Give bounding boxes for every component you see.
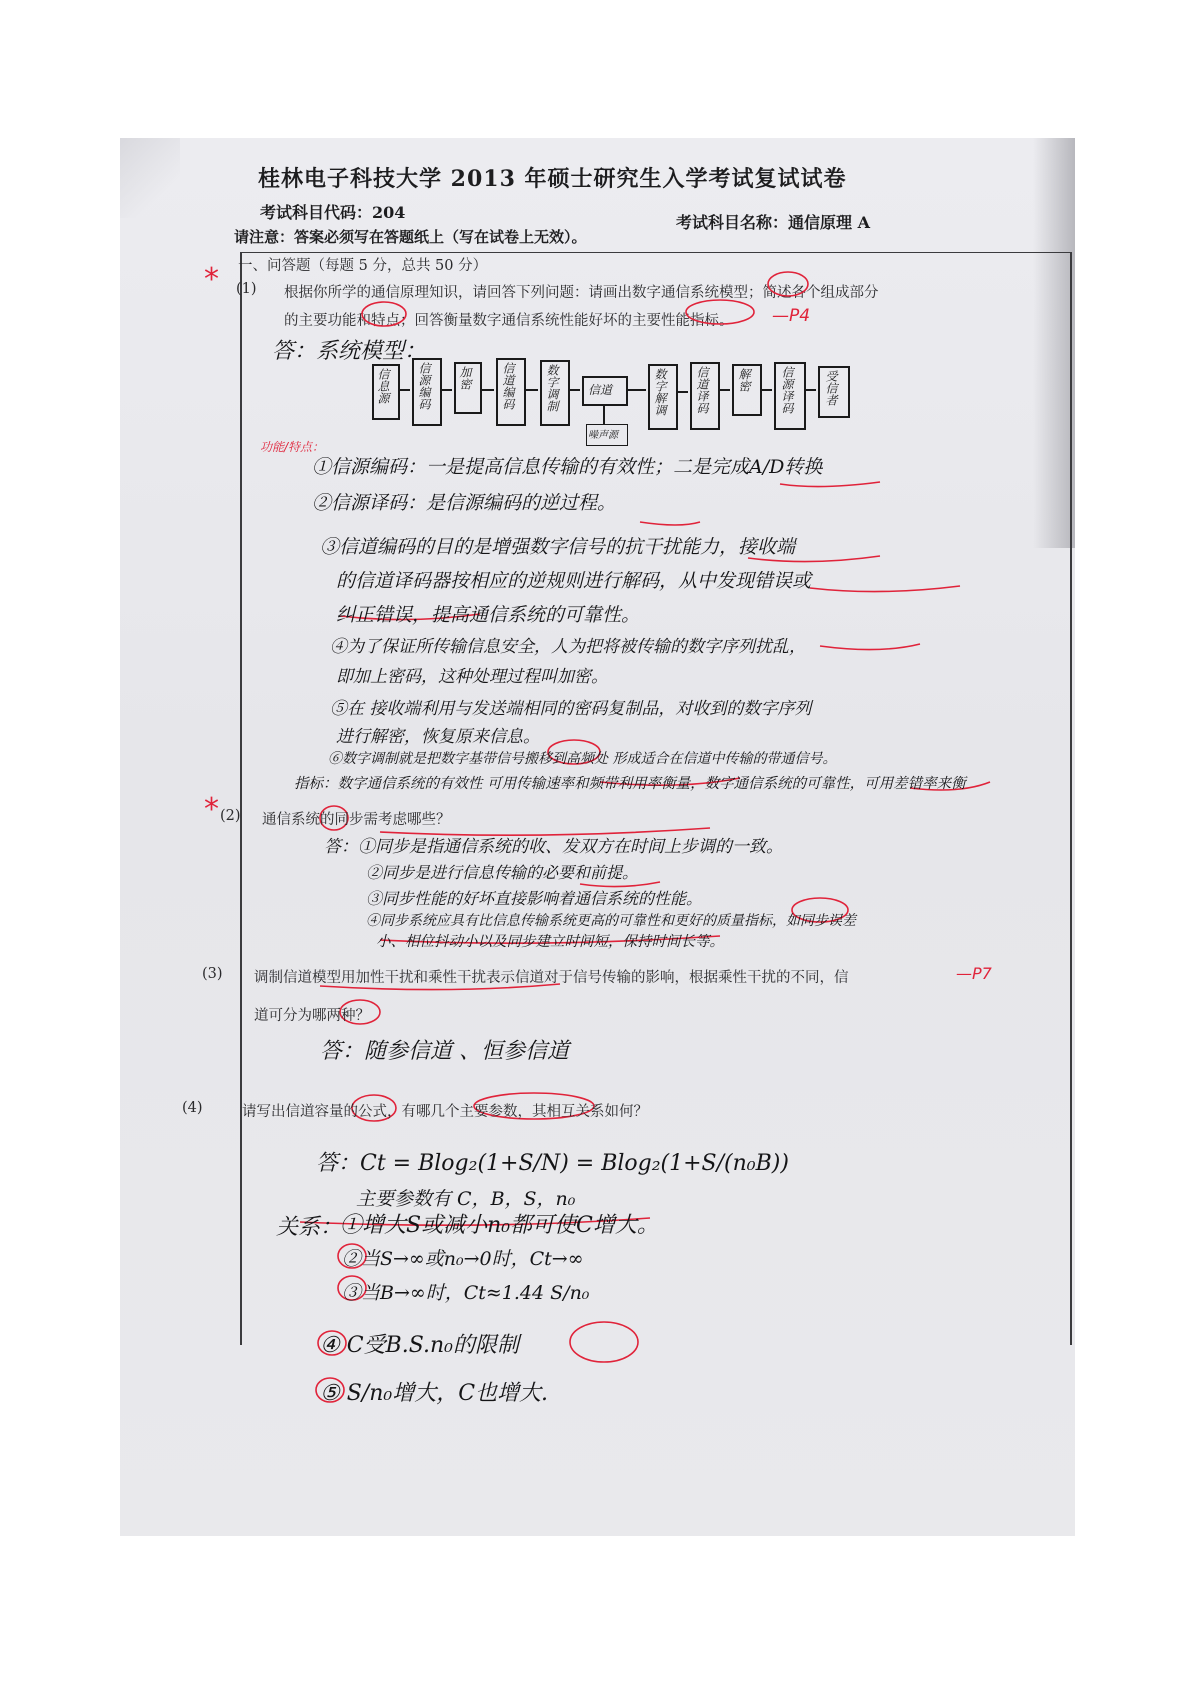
exam-paper-photo	[120, 138, 1075, 1536]
block-label: 信源译码	[780, 366, 794, 414]
red-underline-scramble	[820, 644, 920, 650]
q4-formula: 答：Ct = Blog₂(1+S/N) = Blog₂(1+S/(n₀B))	[316, 1151, 789, 1176]
red-circle-indicator	[686, 300, 754, 324]
q4-relation-5: ⑤ S/n₀增大，C也增大.	[320, 1381, 549, 1406]
q1-line-1: 根据你所学的通信原理知识，请回答下列问题：请画出数字通信系统模型；简述各个组成部分	[284, 285, 879, 301]
section-heading: 一、问答题（每题 5 分，总共 50 分）	[238, 258, 488, 274]
q1-answer-label: 答：系统模型：	[272, 339, 427, 364]
red-circle-model	[768, 272, 808, 296]
q1-indicator: 指标：数字通信系统的有效性 可用传输速率和频带利用率衡量，数字通信系统的可靠性，可用差错率来衡	[294, 776, 966, 792]
q3-page-note: —P7	[956, 964, 992, 983]
q4-relation-3: ③当B→∞时，Ct≈1.44 S/n₀	[342, 1282, 590, 1304]
subject-name: 考试科目名称：通信原理 A	[676, 213, 870, 232]
q1-answer-6: ⑥数字调制就是把数字基带信号搬移到高频处 形成适合在信道中传输的带通信号。	[328, 751, 837, 767]
q1-answer-2: ②信源译码：是信源编码的逆过程。	[312, 492, 617, 514]
q2-answer-2: ②同步是进行信息传输的必要和前提。	[366, 863, 639, 882]
q1-answer-3c: 纠正错误，提高通信系统的可靠性。	[336, 604, 641, 626]
block-label: 信道编码	[501, 362, 515, 410]
exam-title: 桂林电子科技大学 2013 年硕士研究生入学考试复试试卷	[258, 166, 847, 192]
q1-number: (1)	[236, 281, 257, 297]
red-circle-features	[362, 302, 406, 326]
q3-answer: 答：随参信道 、恒参信道	[320, 1039, 569, 1064]
block-label: 信息源	[376, 368, 390, 404]
red-underline-ad	[780, 482, 880, 487]
q1-answer-5a: ⑤在 接收端利用与发送端相同的密码复制品，对收到的数字序列	[330, 699, 812, 719]
block-label: 受信者	[824, 370, 838, 406]
q1-answer-3a: ③信道编码的目的是增强数字信号的抗干扰能力，接收端	[320, 536, 796, 558]
q2-number: (2)	[220, 808, 241, 824]
subject-code: 考试科目代码：204	[260, 203, 406, 222]
q1-page-note: —P4	[772, 306, 811, 326]
block-label: 解密	[737, 368, 751, 392]
red-star-mark: *	[204, 262, 219, 297]
block-label: 数字解调	[653, 368, 667, 416]
block-label: 加密	[458, 366, 472, 390]
q1-answer-5b: 进行解密，恢复原来信息。	[336, 727, 540, 747]
q2-question: 通信系统的同步需考虑哪些？	[262, 812, 451, 828]
q3-line-2: 道可分为哪两种？	[254, 1008, 370, 1024]
q1-line-2: 的主要功能和特点；回答衡量数字通信系统性能好坏的主要性能指标。	[284, 313, 734, 329]
q2-answer-4b: 小、相位抖动小以及同步建立时间短，保持时间长等。	[376, 934, 724, 950]
q4-question: 请写出信道容量的公式，有哪几个主要参数，其相互关系如何？	[242, 1104, 648, 1120]
red-star-mark: *	[204, 792, 219, 827]
q2-answer-3: ③同步性能的好坏直接影响着通信系统的性能。	[366, 889, 703, 908]
q4-number: (4)	[182, 1100, 203, 1116]
q4-relation-4: ④ C受B.S.n₀的限制	[320, 1333, 519, 1358]
q2-answer-1: 答：①同步是指通信系统的收、发双方在时间上步调的一致。	[324, 837, 783, 857]
q3-number: (3)	[202, 966, 223, 982]
q3-line-1: 调制信道模型用加性干扰和乘性干扰表示信道对于信号传输的影响，根据乘性干扰的不同，信	[254, 970, 849, 986]
red-underline-inverse	[640, 522, 700, 525]
q1-answer-3b: 的信道译码器按相应的逆规则进行解码，从中发现错误或	[336, 570, 812, 592]
red-circle-limit	[570, 1322, 638, 1362]
q1-answer-4b: 即加上密码，这种处理过程叫加密。	[336, 667, 608, 687]
q4-params: 主要参数有 C，B，S，n₀	[356, 1188, 576, 1210]
noise-label: 噪声源	[588, 430, 618, 441]
notice: 请注意：答案必须写在答题纸上（写在试卷上无效）。	[234, 228, 587, 246]
block-label: 数字调制	[545, 364, 559, 412]
q4-relation-label: 关系：	[276, 1215, 343, 1240]
diagram-arrows	[398, 390, 816, 424]
q1-answer-4a: ④为了保证所传输信息安全，人为把将被传输的数字序列扰乱，	[330, 637, 806, 657]
q2-answer-4a: ④同步系统应具有比信息传输系统更高的可靠性和更好的质量指标，如同步误差	[366, 913, 856, 929]
block-label: 信源编码	[417, 362, 431, 410]
block-label: 信道	[588, 383, 613, 397]
q4-relation-2: ②当S→∞或n₀→0时，Ct→∞	[342, 1248, 584, 1270]
q1-answer-1: ①信源编码：一是提高信息传输的有效性；二是完成A/D转换	[312, 456, 823, 478]
red-underline-detect	[810, 586, 960, 592]
func-label: 功能/特点：	[260, 440, 325, 454]
q4-relation-1: ①增大S或减小n₀都可使C增大。	[340, 1213, 659, 1238]
block-label: 信道译码	[695, 366, 709, 414]
